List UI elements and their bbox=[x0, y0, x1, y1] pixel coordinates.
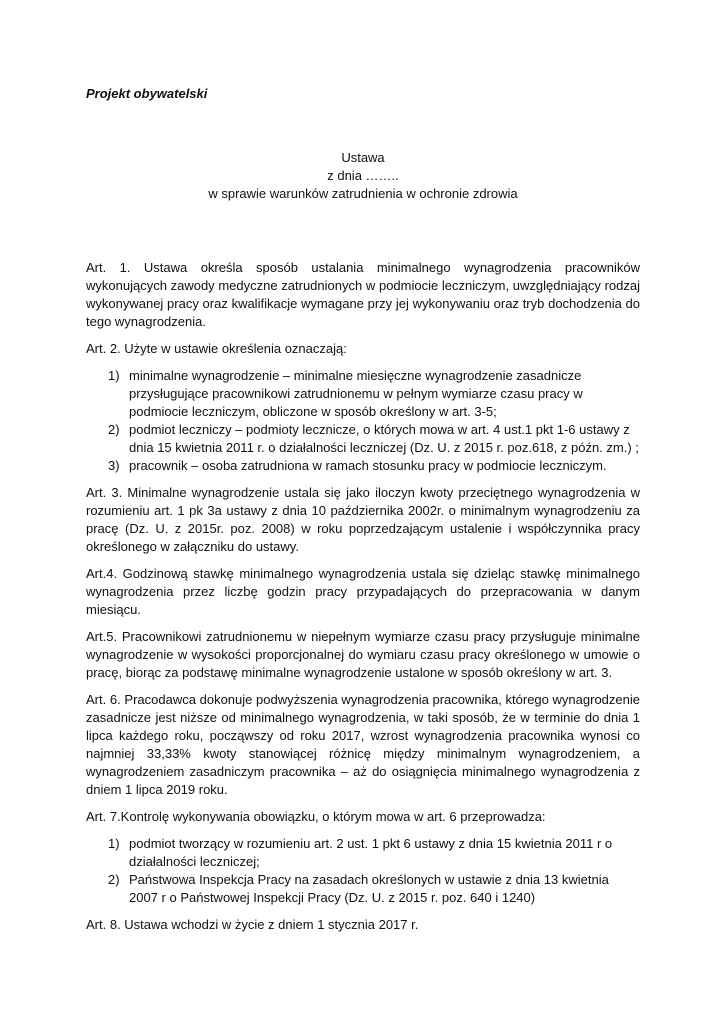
list-item-number: 3) bbox=[108, 458, 120, 473]
list-item-text: Państwowa Inspekcja Pracy na zasadach określonych w ustawie z dnia 13 kwietnia 2007 r o Państwowej Inspekcji Pracy (Dz. U. z 2015 r. poz. 640 i 1240) bbox=[129, 872, 609, 905]
article-2-list bbox=[86, 367, 640, 475]
list-item-number: 1) bbox=[108, 836, 120, 851]
list-item-number: 2) bbox=[108, 422, 120, 437]
article-4: Art.4. Godzinową stawkę minimalnego wynagrodzenia ustala się dzieląc stawkę minimalnego wynagrodzenia przez liczbę godzin pracy przypadających do przepracowania w danym miesiącu. bbox=[86, 566, 640, 617]
list-item bbox=[86, 457, 640, 475]
document-body bbox=[86, 259, 640, 943]
list-item-number: 1) bbox=[108, 368, 120, 383]
list-item-number: 2) bbox=[108, 872, 120, 887]
article-8: Art. 8. Ustawa wchodzi w życie z dniem 1 stycznia 2017 r. bbox=[86, 917, 419, 932]
list-item bbox=[86, 871, 640, 907]
article-1: Art. 1. Ustawa określa sposób ustalania minimalnego wynagrodzenia pracowników wykonujących zawody medyczne zatrudnionych w podmiocie leczniczym, uwzględniający rodzaj wykonywanej pracy oraz kwalifikacje wymagane przy jej wykonywaniu oraz tryb dochodzenia do tego wynagrodzenia. bbox=[86, 260, 640, 329]
article-7-list bbox=[86, 835, 640, 907]
list-item-text: podmiot leczniczy – podmioty lecznicze, o których mowa w art. 4 ust.1 pkt 1-6 ustawy z dnia 15 kwietnia 2011 r. o działalności leczniczej (Dz. U. z 2015 r. poz.618, z późn. zm.) ; bbox=[129, 422, 639, 455]
article-2-intro: Art. 2. Użyte w ustawie określenia oznaczają: bbox=[86, 341, 347, 356]
list-item-text: pracownik – osoba zatrudniona w ramach stosunku pracy w podmiocie leczniczym. bbox=[129, 458, 607, 473]
article-5: Art.5. Pracownikowi zatrudnionemu w niepełnym wymiarze czasu pracy przysługuje minimalne wynagrodzenie w wysokości proporcjonalnej do wymiaru czasu pracy określonego w umowie o pracę, biorąc za podstawę minimalne wynagrodzenie ustalone w sposób określony w art. 3. bbox=[86, 629, 640, 680]
article-7-intro: Art. 7.Kontrolę wykonywania obowiązku, o którym mowa w art. 6 przeprowadza: bbox=[86, 809, 546, 824]
list-item bbox=[86, 367, 640, 421]
project-label: Projekt obywatelski bbox=[86, 86, 208, 101]
act-date: z dnia …….. bbox=[327, 168, 399, 183]
list-item-text: podmiot tworzący w rozumieniu art. 2 ust. 1 pkt 6 ustawy z dnia 15 kwietnia 2011 r o działalności leczniczej; bbox=[129, 836, 613, 869]
list-item-text: minimalne wynagrodzenie – minimalne miesięczne wynagrodzenie zasadnicze przysługujące pracownikowi zatrudnionemu w pełnym wymiarze czasu pracy w podmiocie leczniczym, obliczone w sposób określony w art. 3-5; bbox=[129, 368, 583, 419]
list-item bbox=[86, 421, 640, 457]
act-subject: w sprawie warunków zatrudnienia w ochronie zdrowia bbox=[208, 186, 518, 201]
list-item bbox=[86, 835, 640, 871]
article-6: Art. 6. Pracodawca dokonuje podwyższenia wynagrodzenia pracownika, którego wynagrodzenie zasadnicze jest niższe od minimalnego wynagrodzenia, w taki sposób, że w terminie do dnia 1 lipca każdego roku, począwszy od roku 2017, wzrost wynagrodzenia pracownika wynosi co najmniej 33,33% kwoty stanowiącej różnicę między minimalnym wynagrodzeniem, a wynagrodzeniem zasadniczym pracownika – aż do osiągnięcia minimalnego wynagrodzenia z dniem 1 lipca 2019 roku. bbox=[86, 692, 640, 797]
article-3: Art. 3. Minimalne wynagrodzenie ustala się jako iloczyn kwoty przeciętnego wynagrodzenia w rozumieniu art. 1 pk 3a ustawy z dnia 10 października 2002r. o minimalnym wynagrodzeniu za pracę (Dz. U. z 2015r. poz. 2008) w roku poprzedzającym ustalenie i współczynnika pracy określonego w załączniku do ustawy. bbox=[86, 485, 640, 554]
act-title-block bbox=[86, 149, 640, 203]
act-title: Ustawa bbox=[341, 150, 385, 165]
